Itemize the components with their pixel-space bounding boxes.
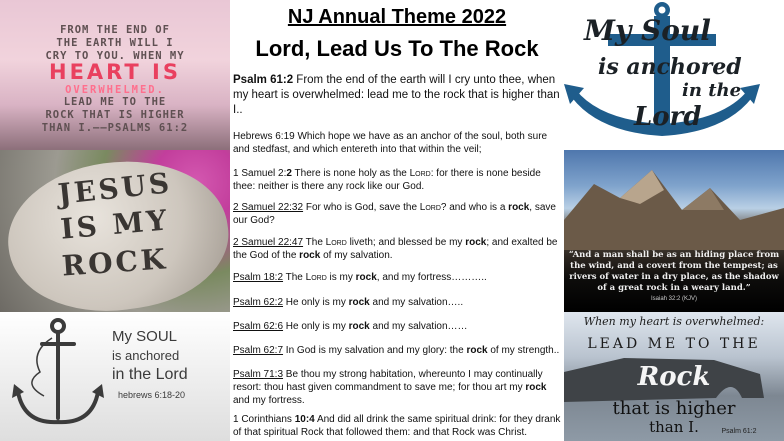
- verse-bold: rock: [355, 272, 377, 283]
- mountain-peaks: [564, 150, 784, 250]
- verse-text: , and my fortress………..: [376, 272, 487, 283]
- heart-card-line: CRY TO YOU. WHEN MY: [45, 50, 185, 62]
- theme-subtitle: Lord, Lead Us To The Rock: [255, 36, 539, 61]
- verse-text: and my salvation……: [369, 321, 468, 332]
- verse-text: ? and who is a: [440, 202, 509, 213]
- verse-psalm-62-6: [233, 320, 561, 333]
- verse-column: [230, 0, 564, 441]
- verse-2-samuel-22-32: [233, 201, 561, 227]
- verse-bold: rock: [465, 237, 487, 248]
- verse-psalm-62-7: [233, 344, 561, 357]
- verse-ref: Psalm 61:2: [233, 74, 294, 86]
- verse-text: Be thou my strong habitation, whereunto I may continually resort: thou hast given commandment to save me; for thou art my: [233, 369, 543, 393]
- verse-text: : for there is none beside thee: neither is there any rock like our God.: [233, 168, 541, 192]
- verse-1-samuel-2-2: [233, 167, 561, 193]
- verse-psalm-61-2: [233, 73, 561, 118]
- lead-rock-lead: LEAD ME TO THE: [587, 336, 761, 352]
- heart-card-bottom-text: [0, 96, 230, 135]
- verse-ref[interactable]: Psalm 18:2: [233, 272, 284, 283]
- verse-psalm-62-2: [233, 296, 561, 309]
- lead-rock-higher: that is higher: [612, 398, 736, 419]
- heart-card-heart-word: HEART IS: [49, 60, 181, 84]
- verse-text: For who is God, save the: [303, 202, 420, 213]
- verse-text: He only is my: [283, 297, 349, 308]
- heart-card-line: FROM THE END OF: [60, 24, 170, 36]
- verse-bold: rock: [348, 321, 370, 332]
- isaiah-cite: Isaiah 32:2 (KJV): [650, 296, 698, 302]
- verse-lord: Lord: [409, 168, 431, 179]
- verse-text: The: [283, 272, 306, 283]
- verse-1-corinthians-10-4: [233, 413, 561, 439]
- verse-ref: Hebrews 6:19: [233, 131, 295, 142]
- verse-bold: rock: [299, 250, 321, 261]
- verse-psalm-18-2: [233, 271, 561, 284]
- heart-card-top-text: [0, 24, 230, 63]
- heart-card-line: ROCK THAT IS HIGHER: [45, 109, 185, 121]
- anchored-soul-image: [0, 312, 230, 441]
- heart-card-line: THAN I.——PSALMS 61:2: [41, 122, 189, 134]
- verse-text: And did all drink the same spiritual drink: for they drank of that spiritual Rock that followed them: and that Rock was Christ.: [233, 414, 561, 438]
- page-title: NJ Annual Theme 2022: [287, 6, 507, 28]
- verse-ref[interactable]: 2 Samuel 22:47: [233, 237, 304, 248]
- verse-ref: 1 Corinthians 10:4: [233, 414, 315, 425]
- lead-rock-ref: Psalm 61:2: [721, 428, 757, 435]
- heart-card-line: THE EARTH WILL I: [56, 37, 174, 49]
- lead-rock-rock: Rock: [637, 362, 711, 392]
- verse-hebrews-6-19: [233, 130, 561, 156]
- anchor-soul-line-1: My SOUL: [112, 328, 178, 345]
- rock-line-1: JESUS: [56, 166, 174, 211]
- verse-text: From the end of the earth will I cry unto thee, when my heart is overwhelmed: lead me to the rock that is higher than I..: [233, 74, 560, 116]
- anchor-soul-line-2: is anchored: [112, 348, 180, 363]
- anchor-script-line-4: Lord: [634, 102, 702, 132]
- verse-bold: rock: [508, 202, 530, 213]
- isaiah-quote: “And a man shall be as an hiding place from the wind, and a covert from the tempest; as rivers of water in a dry place, as the shadow of a great rock in a weary land.”: [568, 250, 780, 293]
- verse-text: In God is my salvation and my glory: the: [283, 345, 467, 356]
- rock-line-3: ROCK: [60, 242, 170, 283]
- anchor-script-line-3: in the: [682, 80, 742, 101]
- verse-text: The: [303, 237, 326, 248]
- heart-card-line: LEAD ME TO THE: [63, 96, 167, 108]
- soul-anchored-lord-image: [564, 0, 784, 150]
- mountain-rock-image: [564, 150, 784, 312]
- verse-ref[interactable]: Psalm 62:6: [233, 321, 284, 332]
- jesus-rock-image: [0, 150, 230, 312]
- verse-ref: 1 Samuel 2:2: [233, 168, 292, 179]
- verse-psalm-71-3: [233, 368, 561, 407]
- verse-ref[interactable]: 2 Samuel 22:32: [233, 202, 304, 213]
- verse-2-samuel-22-47: [233, 236, 561, 262]
- verse-bold: rock: [348, 297, 370, 308]
- verse-text: of my salvation.: [320, 250, 393, 261]
- anchor-soul-ref: hebrews 6:18-20: [118, 390, 186, 400]
- verse-ref[interactable]: Psalm 62:7: [233, 345, 284, 356]
- verse-text: There is none holy as the: [291, 168, 410, 179]
- verse-text: is my: [326, 272, 356, 283]
- verse-text: He only is my: [283, 321, 349, 332]
- verse-lord: Lord: [419, 202, 441, 213]
- anchor-script-line-2: is anchored: [598, 54, 742, 80]
- verse-text: , save our God?: [233, 202, 556, 226]
- verse-lord: Lord: [325, 237, 347, 248]
- anchor-script-line-1: My Soul: [584, 14, 711, 47]
- verse-bold: rock: [525, 382, 547, 393]
- rock-line-2: IS MY: [59, 203, 171, 246]
- verse-text: of my strength..: [487, 345, 560, 356]
- verse-ref[interactable]: Psalm 71:3: [233, 369, 284, 380]
- lead-me-rock-image: [564, 312, 784, 441]
- heart-verse-image: [0, 0, 230, 150]
- verse-text: liveth; and blessed be my: [346, 237, 466, 248]
- lead-rock-top: When my heart is overwhelmed:: [583, 315, 765, 328]
- verse-lord: Lord: [305, 272, 327, 283]
- anchor-soul-line-3: in the Lord: [112, 366, 188, 383]
- anchor-icon: [0, 312, 110, 441]
- verse-text: and my salvation…..: [369, 297, 464, 308]
- lead-rock-than: than I.: [649, 418, 699, 436]
- heart-card-overwhelmed: OVERWHELMED.: [65, 84, 165, 96]
- verse-text: ; and exalted be the God of the: [233, 237, 558, 261]
- verse-text: and my fortress.: [233, 395, 305, 406]
- verse-bold: rock: [466, 345, 488, 356]
- verse-ref[interactable]: Psalm 62:2: [233, 297, 284, 308]
- verse-text: Which hope we have as an anchor of the soul, both sure and stedfast, and which entereth into that within the veil;: [233, 131, 548, 155]
